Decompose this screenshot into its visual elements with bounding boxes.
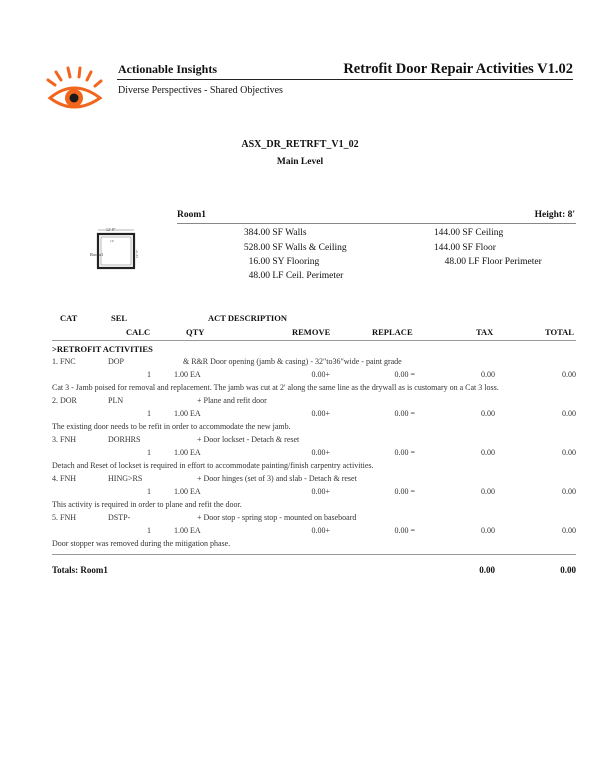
- measurement-row: 528.00 SF Walls & Ceiling: [243, 243, 347, 253]
- item-selector: DSTP-: [108, 513, 131, 522]
- item-calc: 1: [147, 487, 151, 496]
- item-total: 0.00: [562, 409, 576, 418]
- sketch-dim-side: 12' 8": [135, 249, 139, 258]
- item-tax: 0.00: [481, 526, 495, 535]
- item-qty: 1.00 EA: [174, 487, 201, 496]
- item-note: Door stopper was removed during the mitigation phase.: [52, 539, 231, 548]
- sketch-room-label: Room1: [90, 252, 104, 257]
- level-name: Main Level: [276, 157, 324, 167]
- item-total: 0.00: [562, 448, 576, 457]
- item-remove: 0.00+: [311, 370, 330, 379]
- item-remove: 0.00+: [311, 448, 330, 457]
- measurement-row: 16.00 SY Flooring: [248, 257, 320, 267]
- section-title: >RETROFIT ACTIVITIES: [52, 344, 153, 354]
- company-name: Actionable Insights: [118, 62, 218, 76]
- item-tax: 0.00: [481, 487, 495, 496]
- totals-divider: [52, 554, 576, 555]
- item-remove: 0.00+: [311, 526, 330, 535]
- item-category: 1. FNC: [52, 357, 76, 366]
- company-tagline: Diverse Perspectives - Shared Objectives: [118, 85, 283, 96]
- item-description: + Door lockset - Detach & reset: [197, 435, 300, 444]
- item-category: 5. FNH: [52, 513, 77, 522]
- item-calc: 1: [147, 526, 151, 535]
- totals-tax: 0.00: [479, 565, 495, 575]
- item-tax: 0.00: [481, 448, 495, 457]
- sketch-dim-top: 12' 8": [106, 227, 116, 232]
- measurement-row: 144.00 SF Ceiling: [433, 228, 504, 238]
- item-replace: 0.00 =: [394, 409, 415, 418]
- item-qty: 1.00 EA: [174, 448, 201, 457]
- item-tax: 0.00: [481, 370, 495, 379]
- measurement-row: 384.00 SF Walls: [243, 228, 307, 238]
- item-category: 2. DOR: [52, 396, 77, 405]
- item-description: + Door hinges (set of 3) and slab - Detach & reset: [197, 474, 357, 483]
- item-description: & R&R Door opening (jamb & casing) - 32"to36"wide - paint grade: [183, 357, 402, 366]
- measurement-row: 144.00 SF Floor: [433, 243, 496, 253]
- room-header-rule: [177, 223, 576, 224]
- measurement-row: 48.00 LF Ceil. Perimeter: [248, 271, 344, 281]
- item-replace: 0.00 =: [394, 448, 415, 457]
- col-header-replace: REPLACE: [372, 327, 413, 337]
- col-header-tax: TAX: [476, 327, 494, 337]
- item-total: 0.00: [562, 526, 576, 535]
- col-header-remove: REMOVE: [292, 327, 331, 337]
- item-qty: 1.00 EA: [174, 526, 201, 535]
- item-tax: 0.00: [481, 409, 495, 418]
- col-header-total: TOTAL: [545, 327, 574, 337]
- item-remove: 0.00+: [311, 487, 330, 496]
- item-calc: 1: [147, 448, 151, 457]
- item-qty: 1.00 EA: [174, 370, 201, 379]
- item-replace: 0.00 =: [394, 526, 415, 535]
- room-title: Room1: [177, 210, 207, 220]
- item-remove: 0.00+: [311, 409, 330, 418]
- item-note: Cat 3 - Jamb poised for removal and replacement. The jamb was cut at 2' along the same line as the drywall as is customary on a Cat 3 loss.: [52, 383, 499, 392]
- room-sketch: [84, 226, 148, 274]
- item-selector: PLN: [108, 396, 124, 405]
- totals-label: Totals: Room1: [52, 565, 108, 575]
- header-rule: [117, 79, 573, 80]
- header-divider: [52, 340, 576, 341]
- item-selector: HING>RS: [108, 474, 143, 483]
- item-calc: 1: [147, 409, 151, 418]
- item-selector: DOP: [108, 357, 125, 366]
- item-note: This activity is required in order to plane and refit the door.: [52, 500, 242, 509]
- col-header-qty: QTY: [186, 327, 205, 337]
- item-qty: 1.00 EA: [174, 409, 201, 418]
- item-calc: 1: [147, 370, 151, 379]
- item-category: 4. FNH: [52, 474, 77, 483]
- item-note: Detach and Reset of lockset is required in effort to accommodate painting/finish carpentry activities.: [52, 461, 374, 470]
- item-note: The existing door needs to be refit in order to accommodate the new jamb.: [52, 422, 291, 431]
- item-replace: 0.00 =: [394, 370, 415, 379]
- measurement-row: 48.00 LF Floor Perimeter: [444, 257, 542, 267]
- sketch-dim-inner: 12': [110, 239, 115, 243]
- col-header-cat: CAT: [60, 313, 78, 323]
- item-total: 0.00: [562, 370, 576, 379]
- item-total: 0.00: [562, 487, 576, 496]
- item-selector: DORHRS: [108, 435, 141, 444]
- item-description: + Plane and refit door: [197, 396, 267, 405]
- col-header-sel: SEL: [111, 313, 128, 323]
- item-category: 3. FNH: [52, 435, 77, 444]
- item-replace: 0.00 =: [394, 487, 415, 496]
- company-logo-eye-icon: [46, 66, 106, 114]
- totals-total: 0.00: [560, 565, 576, 575]
- estimate-name: ASX_DR_RETRFT_V1_02: [241, 139, 359, 150]
- col-header-act-description: ACT DESCRIPTION: [208, 313, 287, 323]
- col-header-calc: CALC: [126, 327, 151, 337]
- document-title: Retrofit Door Repair Activities V1.02: [343, 61, 573, 77]
- item-description: + Door stop - spring stop - mounted on baseboard: [197, 513, 357, 522]
- room-height: Height: 8': [534, 210, 575, 220]
